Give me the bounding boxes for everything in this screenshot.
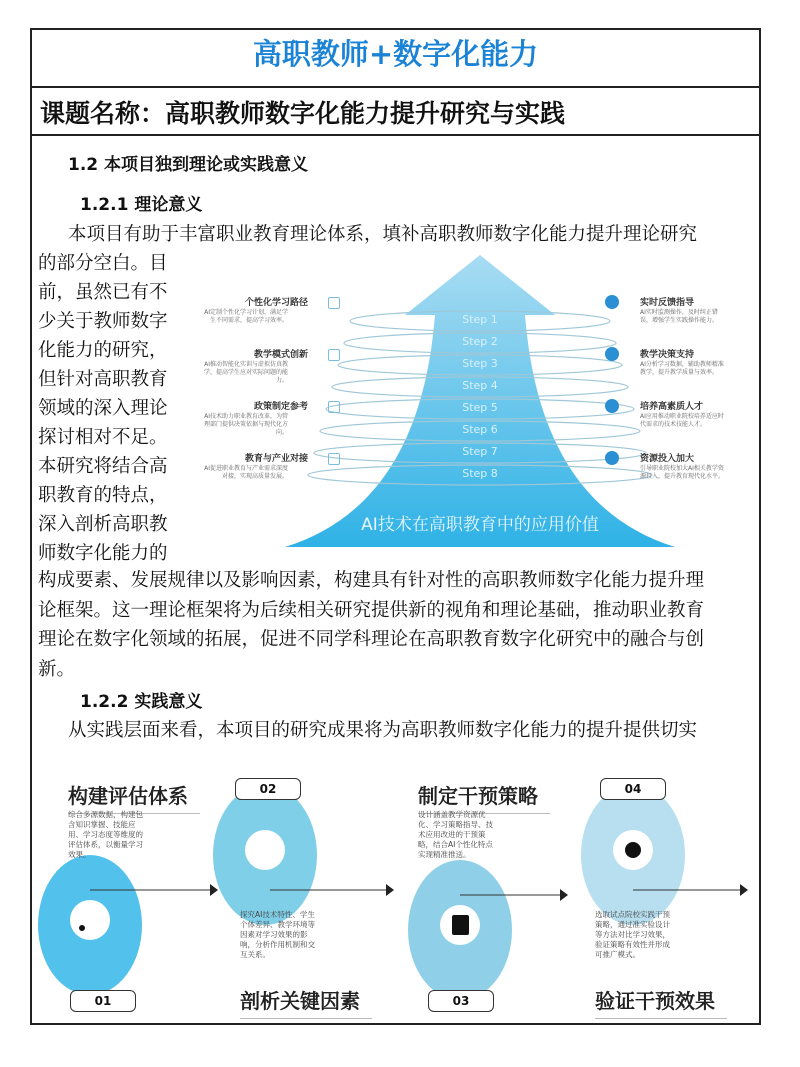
benefit-title: 个性化学习路径: [244, 298, 308, 308]
paragraph-line: 本研究将结合高: [38, 456, 168, 477]
paragraph-line: 但针对高职教育: [38, 369, 168, 390]
divider: [30, 134, 761, 136]
benefit-title: 教学模式创新: [253, 350, 308, 360]
benefit-desc: AI技术助力职业教育改革，为管理部门提供决策依据与现代化方向。: [203, 413, 288, 436]
figure-caption: AI技术在高职教育中的应用价值: [361, 515, 599, 535]
process-step-number: 04: [600, 778, 666, 800]
benefit-title: 教育与产业对接: [244, 454, 308, 464]
subsection-heading: 1.2.2 实践意义: [80, 692, 203, 712]
process-step-number: 01: [70, 990, 136, 1012]
process-step-desc: 设计涵盖教学资源优化、学习策略指导、技术应用改进的干预策略，结合AI个性化特点实现精准推送。: [418, 810, 493, 859]
step-label: Step 6: [462, 423, 498, 436]
step-label: Step 2: [462, 335, 498, 348]
process-step-number: 02: [235, 778, 301, 800]
step-label: Step 3: [462, 357, 498, 370]
process-step-title: 剖析关键因素: [240, 985, 372, 1019]
benefit-desc: AI实时监测操作，及时纠正错误，增强学生实践操作能力。: [640, 309, 719, 324]
benefit-icon: [328, 349, 340, 361]
step-label: Step 7: [462, 445, 498, 458]
benefit-icon: [328, 297, 340, 309]
process-step-title: 构建评估体系: [68, 780, 200, 814]
benefit-desc: AI推动智能化实训与虚拟仿真教学，提高学生应对实际问题的能力。: [203, 361, 288, 384]
benefit-title: 教学决策支持: [640, 350, 695, 360]
section-heading: 1.2 本项目独到理论或实践意义: [68, 155, 309, 175]
paragraph-line: 前，虽然已有不: [38, 282, 168, 303]
process-step-desc: 探究AI技术特性、学生个体差异、教学环境等因素对学习效果的影响，分析作用机制和交互关系。: [240, 910, 315, 959]
benefit-desc: AI促进职业教育与产业需求深度对接，实现高质量发展。: [204, 465, 288, 480]
process-step-desc: 选取试点院校实践干预策略，通过准实验设计等方法对比学习效果，验证策略有效性并形成可推广模式。: [595, 910, 670, 959]
paragraph-line: 职教育的特点，: [38, 485, 168, 506]
benefit-icon: [605, 451, 619, 465]
benefit-desc: AI定制个性化学习计划，满足学生不同需求，提高学习效率。: [204, 309, 288, 324]
paragraph-line: 探讨相对不足。: [38, 427, 168, 448]
benefit-icon: [328, 453, 340, 465]
paragraph-line: 论框架。这一理论框架将为后续相关研究提供新的视角和理论基础，推动职业教育: [38, 599, 705, 621]
paragraph-line: 少关于教师数字: [38, 311, 168, 332]
step-label: Step 8: [462, 467, 498, 480]
benefit-icon: [605, 399, 619, 413]
step-label: Step 5: [462, 401, 498, 414]
paragraph-line: 师数字化能力的: [38, 543, 168, 564]
benefit-title: 资源投入加大: [640, 454, 695, 464]
benefit-title: 政策制定参考: [253, 402, 308, 412]
ai-value-infographic: [190, 255, 770, 550]
paragraph-line: 深入剖析高职教: [38, 514, 168, 535]
page-title: 高职教师+数字化能力: [252, 37, 539, 71]
paragraph-line: 构成要素、发展规律以及影响因素，构建具有针对性的高职教师数字化能力提升理: [38, 570, 705, 591]
paragraph-line: 从实践层面来看，本项目的研究成果将为高职教师数字化能力的提升提供切实: [68, 720, 698, 741]
process-step-title: 制定干预策略: [418, 780, 550, 814]
project-title: 课题名称：高职教师数字化能力提升研究与实践: [40, 99, 566, 128]
process-step-title: 验证干预效果: [595, 985, 727, 1019]
paragraph-line: 新。: [38, 658, 76, 680]
benefit-icon: [605, 295, 619, 309]
benefit-icon: [328, 401, 340, 413]
paragraph-line: 本项目有助于丰富职业教育理论体系，填补高职教师数字化能力提升理论研究: [68, 224, 698, 245]
paragraph-line: 领域的深入理论: [38, 398, 168, 419]
divider: [30, 86, 761, 88]
step-label: Step 4: [462, 379, 498, 392]
step-label: Step 1: [462, 313, 498, 326]
paragraph-line: 理论在数字化领域的拓展，促进不同学科理论在高职教育数字化研究中的融合与创: [38, 629, 705, 650]
benefit-title: 培养高素质人才: [640, 402, 704, 412]
benefit-icon: [605, 347, 619, 361]
benefit-desc: AI应用推动职业院校培养适应时代需求的技术技能人才。: [640, 413, 724, 428]
subsection-heading: 1.2.1 理论意义: [80, 195, 203, 215]
paragraph-line: 的部分空白。目: [38, 253, 168, 274]
process-step-desc: 综合多源数据，构建包含知识掌握、技能应用、学习态度等维度的评估体系，以衡量学习效果。: [68, 810, 143, 859]
paragraph-line: 化能力的研究，: [38, 340, 168, 361]
process-step-number: 03: [428, 990, 494, 1012]
process-infographic: [30, 770, 761, 1020]
benefit-title: 实时反馈指导: [640, 298, 695, 308]
benefit-desc: AI分析学习数据，辅助教师精准教学，提升教学质量与效率。: [640, 361, 724, 376]
benefit-desc: 引导职业院校加大AI相关教学资源投入，提升教育现代化水平。: [640, 465, 725, 480]
